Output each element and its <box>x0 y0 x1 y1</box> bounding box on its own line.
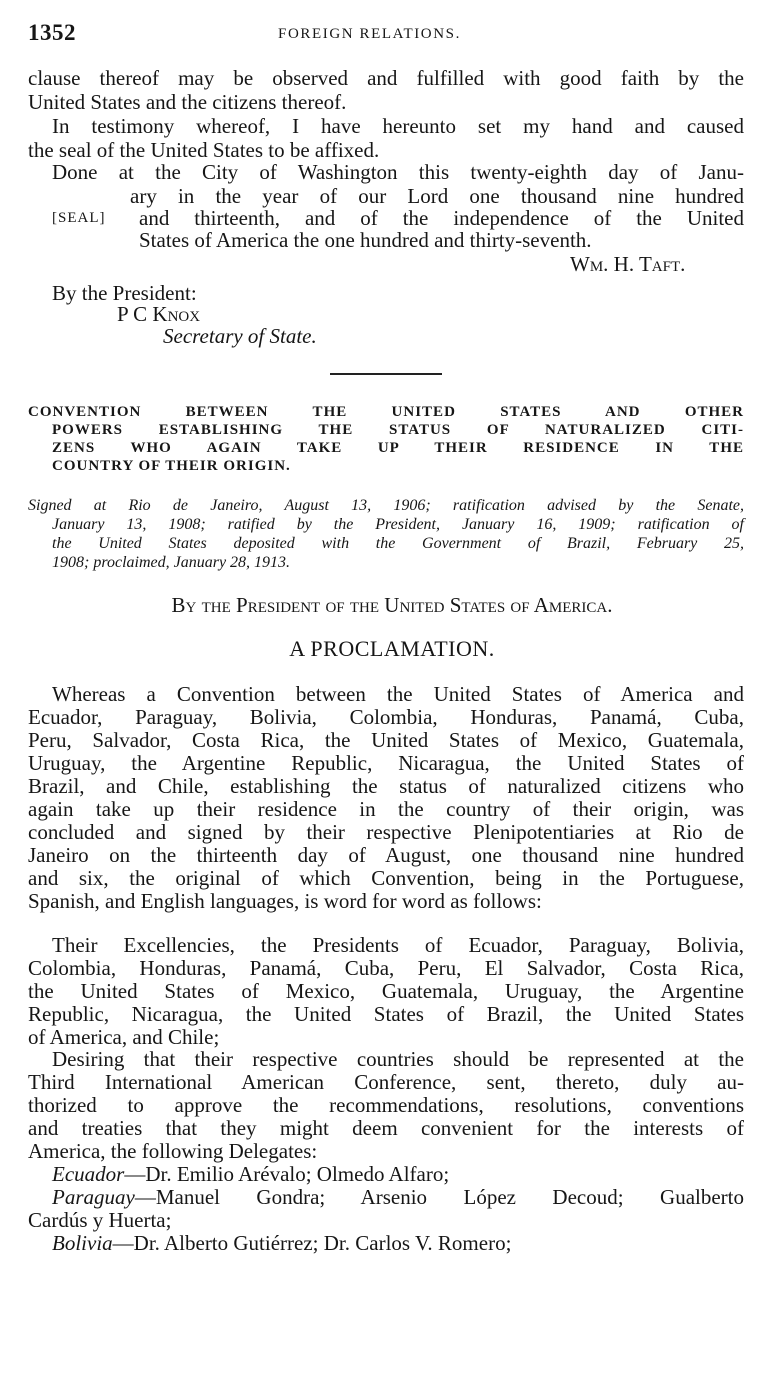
text-line: America, the following Delegates: <box>28 1139 318 1163</box>
text-line: Colombia, Honduras, Panamá, Cuba, Peru, El Salvador, Costa Rica, <box>28 956 744 980</box>
signed-note-line: January 13, 1908; ratified by the President, January 16, 1909; ratification of <box>52 516 744 533</box>
text-line: the United States of Mexico, Guatemala, Uruguay, the Argentine <box>28 979 744 1003</box>
convention-title-line: CONVENTION BETWEEN THE UNITED STATES AND OTHER <box>28 404 744 420</box>
text-line: and thirteenth, and of the independence of the United <box>139 206 744 230</box>
text-line: Spanish, and English languages, is word for word as follows: <box>28 889 542 913</box>
text-line: Third International American Conference, sent, thereto, duly au- <box>28 1070 744 1094</box>
delegate-country: Bolivia <box>52 1231 113 1255</box>
delegate-line <box>52 1162 449 1186</box>
signed-note-line: Signed at Rio de Janeiro, August 13, 1906; ratification advised by the Senate, <box>28 497 744 514</box>
signature: Wm. H. Taft. <box>570 252 686 276</box>
secretary-title: Secretary of State. <box>163 324 317 348</box>
text-line: United States and the citizens thereof. <box>28 90 347 114</box>
by-president-line: By the President of the United States of America. <box>171 593 613 617</box>
convention-title-line: ZENS WHO AGAIN TAKE UP THEIR RESIDENCE IN THE <box>52 440 744 456</box>
text-line: Brazil, and Chile, establishing the status of naturalized citizens who <box>28 774 744 798</box>
signed-note-line: the United States deposited with the Government of Brazil, February 25, <box>52 535 744 552</box>
delegate-names: —Dr. Emilio Arévalo; Olmedo Alfaro; <box>124 1162 450 1186</box>
delegate-line <box>28 1208 171 1232</box>
text-line: In testimony whereof, I have hereunto set my hand and caused <box>52 114 744 138</box>
page-number: 1352 <box>28 20 76 45</box>
text-line: thorized to approve the recommendations, resolutions, conventions <box>28 1093 744 1117</box>
text-line: Uruguay, the Argentine Republic, Nicaragua, the United States of <box>28 751 744 775</box>
text-line: States of America the one hundred and thirty-seventh. <box>139 228 592 252</box>
signed-note-line: 1908; proclaimed, January 28, 1913. <box>52 554 291 571</box>
text-line: Janeiro on the thirteenth day of August, one thousand nine hundred <box>28 843 744 867</box>
text-line: the seal of the United States to be affixed. <box>28 138 380 162</box>
text-line: Peru, Salvador, Costa Rica, the United States of Mexico, Guatemala, <box>28 728 744 752</box>
text-line: Desiring that their respective countries should be represented at the <box>52 1047 744 1071</box>
delegate-names: —Manuel Gondra; Arsenio López Decoud; Gualberto <box>134 1185 744 1209</box>
delegate-line <box>52 1231 511 1255</box>
section-divider <box>330 373 442 375</box>
convention-title-line: POWERS ESTABLISHING THE STATUS OF NATURALIZED CITI- <box>52 422 744 438</box>
text-line: Republic, Nicaragua, the United States of Brazil, the United States <box>28 1002 744 1026</box>
proclamation-title: A PROCLAMATION. <box>289 636 495 661</box>
delegate-names: —Dr. Alberto Gutiérrez; Dr. Carlos V. Romero; <box>112 1231 512 1255</box>
secretary-name: P C Knox <box>117 302 201 326</box>
text-line: Done at the City of Washington this twenty-eighth day of Janu- <box>52 160 744 184</box>
seal-marker: [SEAL] <box>52 210 106 226</box>
text-line: clause thereof may be observed and fulfilled with good faith by the <box>28 66 744 90</box>
text-line: again take up their residence in the country of their origin, was <box>28 797 744 821</box>
delegate-country: Paraguay <box>52 1185 135 1209</box>
text-line: Their Excellencies, the Presidents of Ecuador, Paraguay, Bolivia, <box>52 933 744 957</box>
running-head: FOREIGN RELATIONS. <box>278 26 461 42</box>
text-line: and treaties that they might deem convenient for the interests of <box>28 1116 744 1140</box>
delegate-line <box>52 1185 744 1209</box>
convention-title-line: COUNTRY OF THEIR ORIGIN. <box>52 458 291 474</box>
by-the-president: By the President: <box>52 281 197 305</box>
text-line: Ecuador, Paraguay, Bolivia, Colombia, Honduras, Panamá, Cuba, <box>28 705 744 729</box>
text-line: concluded and signed by their respective Plenipotentiaries at Rio de <box>28 820 744 844</box>
text-line: Whereas a Convention between the United States of America and <box>52 682 744 706</box>
delegate-names: Cardús y Huerta; <box>28 1208 172 1232</box>
text-line: of America, and Chile; <box>28 1025 220 1049</box>
delegate-country: Ecuador <box>52 1162 125 1186</box>
text-line: and six, the original of which Convention, being in the Portuguese, <box>28 866 744 890</box>
text-line: ary in the year of our Lord one thousand nine hundred <box>130 184 744 208</box>
